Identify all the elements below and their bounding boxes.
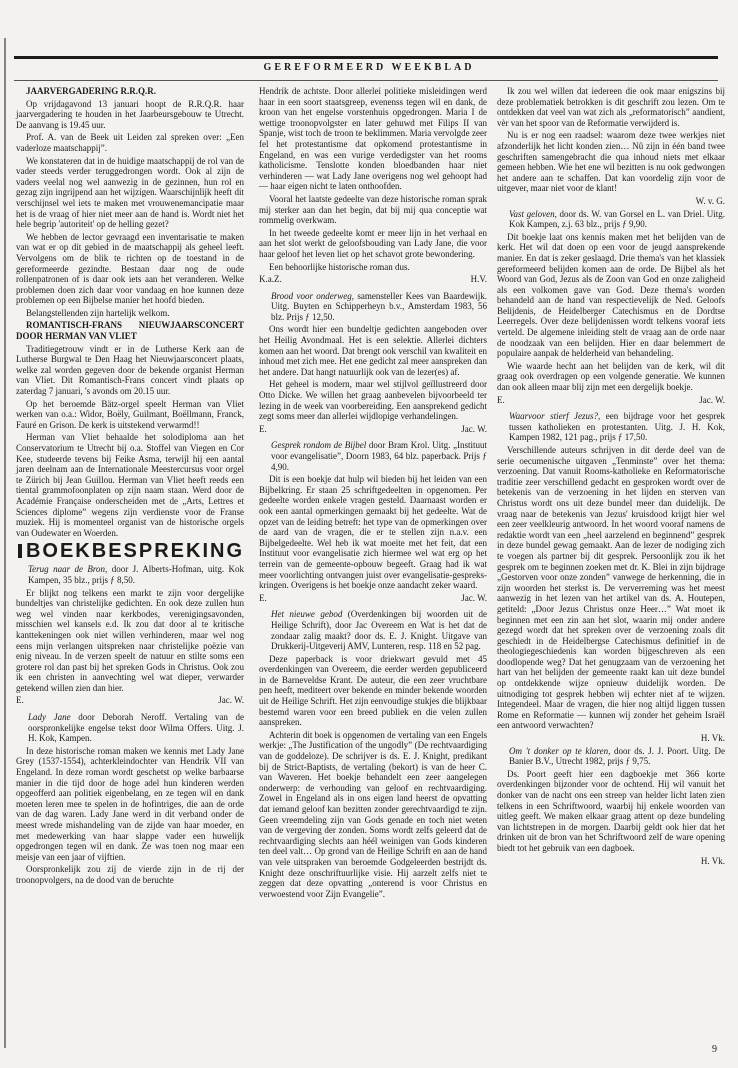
review-body: Achterin dit boek is opgenomen de vertaling van een Engels werkje: „The Justification of the ungodly” (De rechtvaardiging van de goddeloze). De schrijver is ds. E. J. Knight, predikant bij de Strict-Baptists, de vertaling (bekort) is van de heer C. van Waveren. Het boekje behandelt een zeer aangelegen onderwerp: de verhouding van geloof en rechtvaardiging. Zowel in Engeland als in ons eigen land heerst de opvatting dat iemand geloof kan bezitten zonder gerechtvaardigd te zijn. Geen vreemdeling zijn van Gods genade en toch niet weten van de vergeving der zonden. Soms wordt zelfs geleerd dat de rechtvaardiging slechts aan héél weinigen van Gods kinderen ten deel valt… Op grond van de Heilige Schrift en aan de hand van vele uitspraken van beroemde Godgeleerden bestrijdt ds. Knight deze onschriftuurlijke visie. Hij aarzelt zelfs niet te zeggen dat deze opvatting „onterend is voor Christus en verwoestend voor Zijn Evangelie”. (259, 729, 487, 899)
signature-left: E. (497, 394, 505, 405)
review-body: Verschillende auteurs schrijven in dit derde deel van de serie oecumenische uitgaven „Tenminste” over het thema: verzoening. Dat vanuit Rooms-katholieke en Reformatorische traditie zeer verschillend gedacht en gesproken wordt over de betekenis van de verzoening in het lijden en sterven van Christus wordt ons uit deze bundel meer dan duidelijk. De vraag naar de betekenis van Jezus' kruisdood krijgt hier wel een zeer veelkleurig antwoord. In het woord vooraf namens de redaktie wordt van een „heel aarzelend en beginnend” gesprek in deze bundel gewag gemaakt. Aan de lezer de nodiging zich te voegen als partner bij dit gesprek. Persoonlijk zou ik het gesprek om te beginnen zoeken met dr. K. Blei in zijn bijdrage „Gestorven voor onze zonden” vanwege de herkenning, die in zijn woorden het sterkst is. De ververreming was het meest aanwezig in het lezen van het artikel van ds. A. Houtepen, getiteld: „Door Jezus Christus onze Heer…” Wat moet ik beginnen met een zin aan het slot, waarin mij onder andere gezegd wordt dat het spreken over de verzoening zoals dit geschiedt in de Heidelbergse Catechismus definitief in de theologiegeschiedenis kan worden bijgeschreven als een doodlopende weg? Dat het genugzaam van de verzoening het hart van het belijden der gemeente raakt kan uit deze bundel op ontdekkende wijze opnieuw duidelijk worden. De uitnodiging tot gesprek hebben wij echter niet af te wijzen. Integendeel. Maar de vragen, die hier nog altijd liggen tussen Rome en Reformatie — kunnen wij zonder het geheim Israël een antwoord verwachten? (497, 445, 725, 731)
top-rule (14, 56, 718, 59)
review-meta: (Overdenkingen bij woorden uit de Heilige Schrift), door Jac Overeem en Wat is het dat de zondaar zalig maakt? door ds. E. J. Knight. Uitgave van Drukkerij-Uitgeverij AMV, Lunteren, resp. 118 en 52 pag. (271, 609, 488, 652)
review-meta: door J. Alberts-Hofman, uitg. Kok Kampen, 35 blz., prijs ƒ 8,50. (28, 564, 245, 585)
concert-paragraph: Traditiegetrouw vindt er in de Lutherse Kerk aan de Lutherse Burgwal te Den Haag het Nieuwjaarsconcert plaats, welke zal worden gegeven door de bekende organist Herman van Vliet. Dit Romantisch-Frans concert vindt plaats op zaterdag 7 januari, 's avonds om 20.15 uur. (16, 343, 244, 397)
review-body: Ds. Poort geeft hier een dagboekje met 366 korte overdenkingen bijzonder voor de ochtend. Hij wil vanuit het donker van de nacht ons een streep van helder licht laten zien telkens in een Schriftwoord, waarbij hij enkele woorden van uitleg geeft. We maken elkaar graag attent op deze bundeling van lichtstrepen in de morgen. Daarbij geldt ook hier dat het drinken uit de bron van het Schriftwoord zelf de ware opening biedt tot het gebruik van een dagboek. (497, 768, 725, 853)
review-signature (259, 424, 487, 435)
concert-paragraph: Op het beroemde Bätz-orgel speelt Herman van Vliet werken van o.a.: Widor, Boëly, Guilmant, Boëllmann, Franck, Fauré en Grison. De kerk is uitstekend verwarmd!! (16, 398, 244, 430)
column-3 (497, 86, 725, 868)
review-body: Dit boekje laat ons kennis maken met het belijden van de kerk. Het wil dat doen op een voor de jeugd aansprekende manier. En dat is zeker geslaagd. Drie thema's van het klassiek gereformeerd belijden komen aan de orde. De Bijbel als het Woord van God, Jezus als de Zoon van God en onze zaligheid als een volkomen gave van God. Deze thema's worden behandeld aan de hand van respectievelijk de Ned. Geloofs Belijdenis, de Heidelberger Catechismus en de Dordtse Leerregels. Over deze belijdenissen wordt telkens vooraf iets verteld. De algemene inleiding stelt de vraag aan de orde naar de noodzaak van een belijden. Hier en daar belemmert de populaire aanpak de helderheid van behandeling. (497, 231, 725, 359)
signature-right: Jac. W. (699, 394, 725, 405)
review-title (497, 411, 725, 443)
review-signature: W. v. G. (695, 195, 725, 206)
review-book-title: Terug naar de Bron, (28, 564, 108, 575)
review-body: Hendrik de achtste. Door allerlei politieke misleidingen werd haar in een soort staatsgreep, evenenss tegen wil en dank, de kroon van het engelse vorstenhuis opgedrongen. Maria I de wettige troonopvolgster en later gehuwd met Filips II van Spanje, wist toch de troon te beklimmen. Maria vervolgde zeer fel het protestantisme dat opkomend protestantisme in Engeland, en was een vurige verdedigster van het rooms katholicisme. Tenslotte konden bloedbanden haar niet verhinderen — wat Lady Jane overigens nog wel gehoopt had — haar eigen nicht te laten onthoofden. (259, 86, 487, 192)
review-meta: door Bram Krol. Uitg. „Instituut voor evangelisatie”, Doorn 1983, 64 blz. paperback. Prijs ƒ 4,90. (271, 440, 488, 472)
signature-left: E. (259, 423, 267, 434)
rqr-heading: JAARVERGADERING R.R.Q.R. (26, 86, 156, 96)
rqr-paragraph: Prof. A. van de Beek uit Leiden zal spreken over: „Een vaderloze maatschappij”. (16, 132, 244, 153)
review-body: Vooral het laatste gedeelte van deze historische roman sprak mij sterker aan dan het begin, dat bij mij qua conceptie wat rommelig overkwam. (259, 193, 487, 226)
review-body: Het geheel is modern, maar wel stijlvol geïllustreerd door Otto Dicke. We willen het graag aanbevelen bijvoorbeeld ter lezing in de week van voorbereiding. Een aansprekend gedicht zegt soms meer dan allerlei wijdlopige verhandelingen. (259, 379, 487, 422)
review-meta: door ds. J. J. Poort. Uitg. De Banier B.V., Utrecht 1982, prijs ƒ 9,75. (509, 745, 725, 767)
review-book-title: Vast geloven, (509, 208, 557, 219)
signature-left: E. (16, 695, 24, 706)
review-book-title: Brood voor onderweg, (271, 290, 355, 301)
review-body: Ons wordt hier een bundeltje gedichten aangeboden over het Heilig Avondmaal. Het is een selektie. Allerlei dichters komen aan het woord. Dat brengt ook verschil van kwaliteit en inhoud met zich mee. Het ene gedicht zal meer aanspreken dan het andere. Dat hangt natuurlijk ook van de lezer(es) af. (259, 324, 487, 377)
page-number: 9 (712, 1044, 717, 1055)
review-title (259, 440, 487, 472)
review-body: In deze historische roman maken we kennis met Lady Jane Grey (1537-1554), achterkleindochter van Hendrik VII van Engeland. In deze roman wordt geschetst op welke barbaarse manier in die tijd door de hoge adel hun kinderen werden opgeofferd aan politiek eigenbelang, en ze tegen wil en dank moeten leren mee te spelen in de hofintriges, die aan de orde van de dag waren. Lady Jane werd in dit verband onder de meest wrede mishandeling van de zijde van haar moeder, en met medewerking van haar slappe vader een huwelijk opgedrongen tegen wil en dank. Ze was toen nog maar een meisje van een jaar of vijftien. (16, 745, 244, 862)
rqr-paragraph: We hebben de lector gevraagd een inventarisatie te maken van wat er op dit gebied in de maatschappij als geheel leeft. Vervolgens om de blik te richten op de toestand in de gereformeerde gezindte. Bestaan daar nog de oude rollenpatronen of is daar ook iets aan het veranderen. Welke problemen doen zich daar voor vandaag en hoe kunnen deze problemen op een Bijbelse manier het hoofd bieden. (16, 231, 244, 306)
signature-right: Jac. W. (218, 695, 244, 706)
signature-right: H.V. (470, 274, 487, 285)
boekbespreking-banner (16, 540, 244, 563)
review-signature (497, 395, 725, 406)
review-book-title: Om 't donker op te klaren, (509, 745, 611, 756)
review-book-title: Het nieuwe gebod (271, 609, 343, 620)
review-title (497, 209, 725, 230)
review-body: Er blijkt nog telkens een markt te zijn voor dergelijke bundeltjes van christelijke gedichten. En ook deze zullen hun weg wel vinden naar kerkbodes, verenigingsavonden, misschien wel kansels e.d. Ik zou dat door al te kritische kanttekeningen ook niet willen verhinderen, maar wel nog eens mijn verlangen uitspreken naar christelijke poëzie van enig niveau. In de verzen speelt de natuur en stilte soms een grotere rol dan past bij het spreken Gods in Christus. Ook zou ik een christen in aanvechting wel wat dieper, verwarder getekend willen zien dan hier. (16, 587, 244, 693)
concert-heading: ROMANTISCH-FRANS NIEUWJAARSCONCERT DOOR HERMAN VAN VLIET (16, 320, 244, 342)
review-title (259, 291, 487, 323)
scan-edge (4, 38, 6, 1048)
review-title (16, 712, 244, 744)
review-body: Nu is er nog een raadsel: waarom deze twee werkjes niet afzonderlijk het licht konden zien… Nû zijn in één band twee geschriften samengebracht die qua inhoud niets met elkaar gemeen hebben. Wie het ene wil bezitten is nu ook gedwongen het andere aan te schaffen. Dat kan voordelig zijn voor de uitgever, maar niet voor de klant! (497, 130, 725, 194)
review-book-title: Lady Jane (28, 712, 71, 723)
review-signature: H. Vk. (700, 855, 725, 866)
signature-right: Jac. W. (461, 592, 487, 603)
rqr-paragraph: We konstateren dat in de huidige maatschappij de rol van de vader steeds verder teruggedrongen wordt. Ook al zijn de vaders veelal nog wel aanwezig in de gezinnen, hun rol en gezag zijn ingrijpend aan het wijzigen. Waarschijnlijk heeft dit verschijnsel wel iets te maken met vrouwenemancipatie maar het is de vraag of hier niet meer aan de hand is. Wordt niet het hele begrip 'autoriteit' op de helling gezet? (16, 155, 244, 230)
review-meta: door Deborah Neroff. Vertaling van de oorspronkelijke engelse tekst door Wilma Offers. Uitg. J. H. Kok, Kampen. (28, 712, 245, 744)
review-signature: H. Vk. (700, 733, 725, 744)
review-title (497, 746, 725, 767)
review-body: Wie waarde hecht aan het belijden van de kerk, wil dit graag ook overdragen op een volgende generatie. We kunnen dan ook alleen maar blij zijn met een dergelijk boekje. (497, 360, 725, 393)
review-book-title: Gesprek rondom de Bijbel (271, 440, 367, 451)
review-meta: samensteller Kees van Baardewijk. Uitg. Buyten en Schipperheyn b.v., Amsterdam 1983, 56 blz. Prijs ƒ 12,50. (271, 290, 487, 322)
review-meta: door ds. W. van Gorsel en L. van Driel. Uitg. Kok Kampen, z.j. 63 blz., prijs ƒ 9,90. (509, 208, 725, 230)
rqr-paragraph: Belangstellenden zijn hartelijk welkom. (26, 307, 170, 318)
banner-block-icon (18, 544, 22, 558)
review-body: Dit is een boekje dat hulp wil bieden bij het leiden van een Bijbelkring. Er staan 25 schriftgedeelten in opgenomen. Per gedeelte worden enkele vragen gesteld. Daarnaast worden er ook een aantal opmerkingen gemaakt bij het gedeelte. Wat de opzet van de leiding betreft: het type van de opmerkingen over de aard van de vragen, die er te stellen zijn n.a.v. een Bijbelgedeelte. Wel heb ik wat moeite met het feit, dat een Instituut voor evangelisatie zich hiermee wel wat erg op het terrein van de gemeente-opbouw begeeft. Graag had ik wat meer voorlichting ontvangen juist over evangelisatie-gesprekskringen. Overigens is het boekje onze aandacht zeker waard. (259, 474, 487, 591)
review-signature (259, 593, 487, 604)
review-signature (259, 274, 487, 285)
review-title (259, 609, 487, 651)
review-body: Ik zou wel willen dat iedereen die ook maar enigszins bij deze problematiek betrokken is dit geschrift zou lezen. Om te ontdekken dat veel van wat zich als „reformatorisch” aandient, vèr van het spoor van de Reformatie verwijderd is. (497, 86, 725, 128)
rqr-paragraph: Op vrijdagavond 13 januari hoopt de R.R.Q.R. haar jaarvergadering te houden in het Jaarbeursgebouw te Utrecht. De aanvang is 19.45 uur. (16, 98, 244, 130)
column-1 (16, 86, 244, 888)
masthead: GEREFORMEERD WEEKBLAD (263, 62, 475, 73)
review-meta: een bijdrage voor het gesprek tussen katholieken en protestanten. Uitg. J. H. Kok, Kampen 1982, 121 pag., prijs ƒ 17,50. (509, 411, 725, 443)
review-body: Een behoorlijke historische roman dus. (269, 261, 410, 272)
signature-right: Jac. W. (461, 423, 487, 434)
review-body: Deze paperback is voor driekwart gevuld met 45 overdenkingen van Overeem, die eerder werden gepubliceerd in de Barneveldse Krant. De auteur, die een zeer vruchtbare pen heeft, mediteert over bekende en minder bekende woorden uit de Heilige Schrift. Het zijn eenvoudige stukjes die blijkbaar bestemd waren voor een breed publiek en die velen zullen aanspreken. (259, 653, 487, 728)
banner-text: BOEKBESPREKING (25, 540, 244, 563)
signature-left: K.a.Z. (259, 274, 282, 285)
review-book-title: Waarvoor stierf Jezus?, (509, 411, 601, 422)
review-signature (16, 695, 244, 706)
review-title (16, 564, 244, 585)
column-2 (259, 86, 487, 901)
concert-paragraph: Herman van Vliet behaalde het solodiploma aan het Conservatorium te Utrecht bij o.a. Stoffel van Viegen en Cor Kee, studeerde tevens bij Feike Asma, terwijl hij een aantal jaren deelnam aan de Internationale Meestercursus voor orgel te Zürich bij Jean Guillou. Herman van Vliet heeft reeds een tiental grammofoonplaten op zijn naam staan. Werd door de Académie Française onderscheiden met de „Arts, Lettres et Sciences diplome” wegens zijn verdienste voor de Franse muziek. Hij is momenteel organist van de historische orgels van Oudewater en Woerden. (16, 432, 244, 538)
review-body: Oorspronkelijk zou zij de vierde zijn in de rij der troonopvolgers, na de dood van de beruchte (16, 864, 244, 885)
signature-left: E. (259, 592, 267, 603)
review-body: In het tweede gedeelte komt er meer lijn in het verhaal en aan het slot werkt de geloofsbouding van Lady Jane, die voor haar geloof het leven liet op het schavot grote bewondering. (259, 227, 487, 259)
masthead-divider (14, 80, 718, 81)
